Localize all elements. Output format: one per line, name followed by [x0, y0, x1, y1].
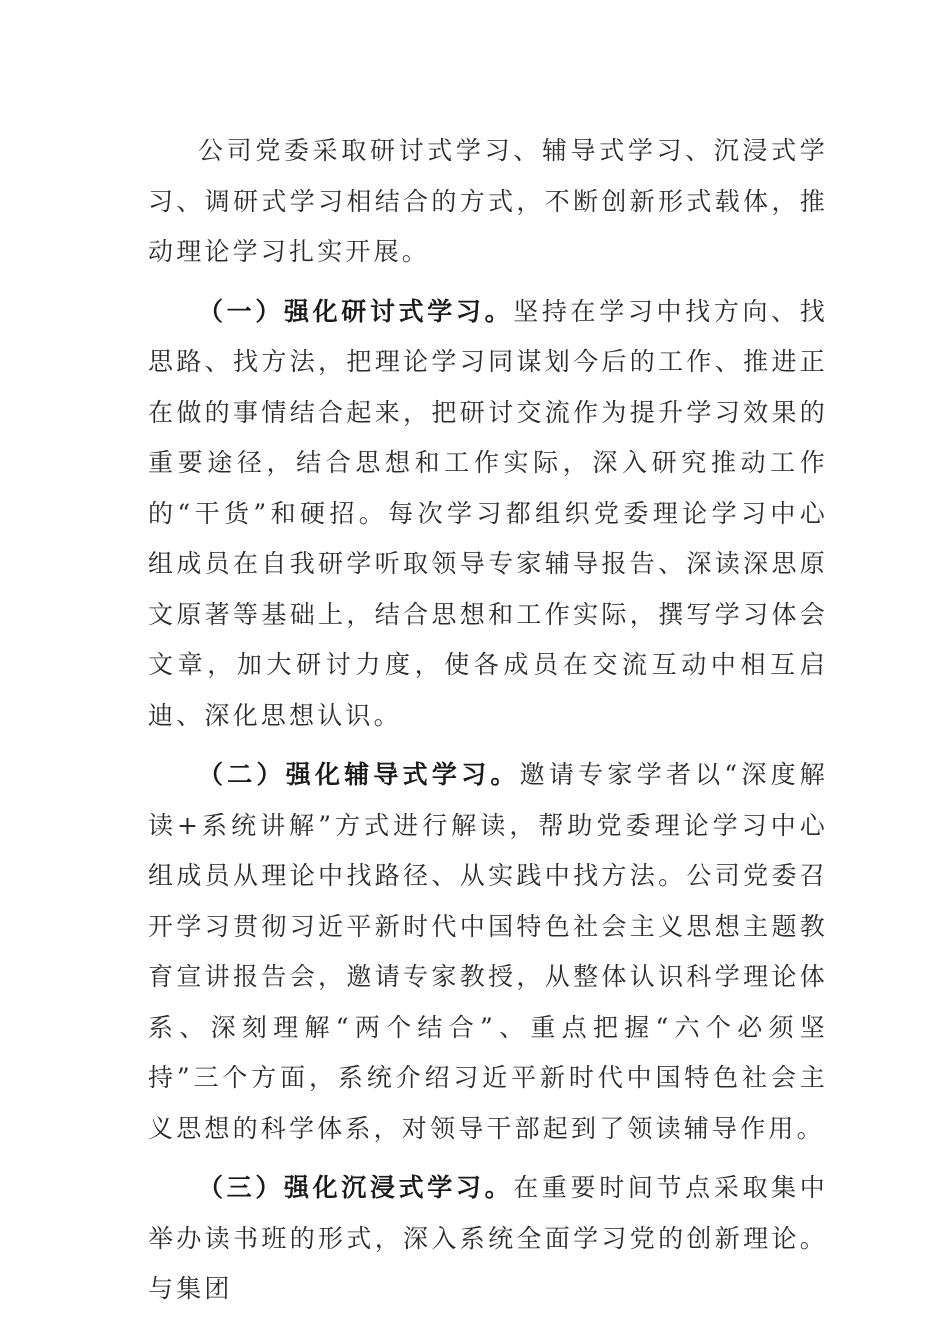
- section-1-body: 坚持在学习中找方向、找思路、找方法，把理论学习同谋划今后的工作、推进正在做的事情结合起来，把研讨交流作为提升学习效果的重要途径，结合思想和工作实际，深入研究推动工作的“干货”和硬招。每次学习都组织党委理论学习中心组成员在自我研学听取领导专家辅导报告、深读深思原文原著等基础上，结合思想和工作实际，撰写学习体会文章，加大研讨力度，使各成员在交流互动中相互启迪、深化思想认识。: [148, 296, 829, 730]
- section-2-heading: （二）强化辅导式学习。: [198, 760, 520, 789]
- section-3-paragraph: [148, 1163, 828, 1315]
- section-1-paragraph: [148, 287, 828, 742]
- section-3-heading: （三）强化沉浸式学习。: [198, 1173, 514, 1202]
- document-page: [148, 126, 828, 1315]
- section-1-heading: （一）强化研讨式学习。: [198, 296, 514, 326]
- section-2-paragraph: [148, 750, 828, 1154]
- intro-paragraph: 公司党委采取研讨式学习、辅导式学习、沉浸式学习、调研式学习相结合的方式，不断创新形式载体，推动理论学习扎实开展。: [148, 136, 828, 266]
- section-2-body: 邀请专家学者以“深度解读+系统讲解”方式进行解读，帮助党委理论学习中心组成员从理论中找路径、从实践中找方法。公司党委召开学习贯彻习近平新时代中国特色社会主义思想主题教育宣讲报告会，邀请专家教授，从整体认识科学理论体系、深刻理解“两个结合”、重点把握“六个必须坚持”三个方面，系统介绍习近平新时代中国特色社会主义思想的科学体系，对领导干部起到了领读辅导作用。: [148, 760, 829, 1143]
- section-3-body: 在重要时间节点采取集中举办读书班的形式，深入系统全面学习党的创新理论。与集团: [148, 1173, 829, 1303]
